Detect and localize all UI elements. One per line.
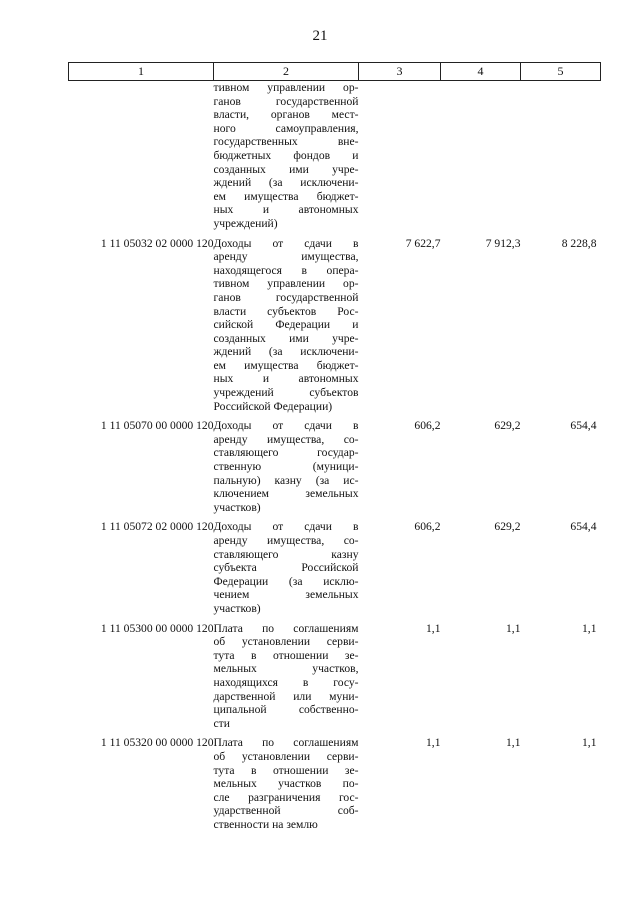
page-number: 21 [312,28,328,44]
revenue-name-line: Плата по соглашениям [213,736,359,750]
revenue-table [68,62,601,831]
revenue-name-line: ственную (муници- [213,460,359,474]
revenue-name-line: ем имущества бюджет- [213,189,359,203]
revenue-name-line: сийской Федерации и [213,318,359,332]
amount-5: 8 228,8 [561,236,597,250]
revenue-name-line: находящегося в опера- [213,263,359,277]
column-header-1: 1 [69,63,214,81]
table-body [69,81,601,832]
revenue-name-line: тута в отношении зе- [213,763,359,777]
revenue-name-line: созданных ими учре- [213,162,359,176]
revenue-name-line: сле разграничения гос- [213,790,359,804]
table-row [69,81,601,231]
amount-4: 1,1 [506,621,521,635]
budget-code: 1 11 05320 00 0000 120 [100,736,214,750]
budget-code [69,81,214,231]
revenue-name [214,730,359,831]
amount-3: 1,1 [426,621,441,635]
revenue-name-line: аренду имущества, со- [213,534,359,547]
revenue-name-line: мельных участков, [213,662,359,676]
revenue-name-line: ждений (за исключени- [213,345,359,359]
revenue-name-line: Федерации (за исклю- [213,574,359,588]
amount-3 [359,81,441,231]
revenue-name-line: субъекта Российской [213,561,359,575]
amount-4: 7 912,3 [485,236,521,250]
revenue-name-line: ударственной соб- [213,804,359,818]
budget-code: 1 11 05032 02 0000 120 [100,236,214,250]
table-row [69,413,601,514]
revenue-name-line: об установлении серви- [213,749,359,763]
revenue-name-line: ждений (за исключени- [213,176,359,190]
revenue-name [214,616,359,731]
revenue-name-line: сти [213,716,230,730]
revenue-name-line: тута в отношении зе- [213,648,359,662]
table-header [69,63,601,81]
revenue-name-line: ципальной собственно- [213,703,359,717]
revenue-name [214,81,359,231]
column-header-4: 4 [441,63,521,81]
table-row [69,730,601,831]
revenue-name-line: ем имущества бюджет- [213,358,359,372]
revenue-name-line: участков) [213,500,261,514]
revenue-name-line: ных и автономных [213,203,359,217]
revenue-name-line: Доходы от сдачи в [213,236,359,250]
amount-4: 629,2 [494,520,521,534]
table-row [69,514,601,615]
revenue-name-line: дарственной или муни- [213,689,359,703]
revenue-name-line: учреждений субъектов [213,386,359,400]
amount-5: 1,1 [582,621,597,635]
revenue-name [214,413,359,514]
revenue-name-line: власти субъектов Рос- [213,304,359,318]
revenue-name-line: ганов государственной [213,290,359,304]
budget-code: 1 11 05300 00 0000 120 [100,621,214,635]
revenue-name-line: Российской Федерации) [213,399,333,413]
revenue-name-line: участков) [213,601,261,615]
revenue-name-line: тивном управлении ор- [213,277,359,291]
revenue-name-line: Доходы от сдачи в [213,419,359,433]
revenue-name-line: ганов государственной [213,94,359,108]
revenue-name-line: ных и автономных [213,372,359,386]
amount-4: 1,1 [506,736,521,750]
revenue-name-line: ключением земельных [213,487,359,501]
revenue-name-line: тивном управлении ор- [213,81,359,94]
amount-5: 1,1 [582,736,597,750]
amount-5: 654,4 [570,419,597,433]
revenue-name-line: ставляющего государ- [213,446,359,460]
revenue-name-line: государственных вне- [213,135,359,149]
revenue-name-line: аренду имущества, [213,250,359,264]
revenue-name-line: Плата по соглашениям [213,621,359,635]
table-row [69,616,601,731]
amount-5 [521,81,601,231]
revenue-name-line: аренду имущества, со- [213,432,359,446]
revenue-name-line: чением земельных [213,588,359,602]
revenue-name-line: мельных участков по- [213,777,359,791]
revenue-name [214,231,359,414]
revenue-name-line: власти, органов мест- [213,108,359,122]
revenue-name-line: созданных ими учре- [213,331,359,345]
revenue-name-line: об установлении серви- [213,635,359,649]
column-header-5: 5 [521,63,601,81]
column-header-2: 2 [214,63,359,81]
table-row [69,231,601,414]
budget-code: 1 11 05072 02 0000 120 [100,520,214,534]
revenue-name-line: учреждений) [213,216,278,230]
amount-5: 654,4 [570,520,597,534]
revenue-name-line: находящихся в госу- [213,675,359,689]
revenue-name-line: Доходы от сдачи в [213,520,359,534]
column-header-3: 3 [359,63,441,81]
amount-4 [441,81,521,231]
amount-3: 7 622,7 [405,236,441,250]
revenue-name-line: ставляющего казну [213,547,359,561]
budget-code: 1 11 05070 00 0000 120 [100,419,214,433]
revenue-name-line: бюджетных фондов и [213,148,359,162]
revenue-name-line: пальную) казну (за ис- [213,473,359,487]
revenue-name-line: ного самоуправления, [213,121,359,135]
amount-3: 606,2 [414,520,441,534]
amount-3: 1,1 [426,736,441,750]
amount-4: 629,2 [494,419,521,433]
revenue-name-line: ственности на землю [213,817,318,831]
revenue-name [214,514,359,615]
amount-3: 606,2 [414,419,441,433]
